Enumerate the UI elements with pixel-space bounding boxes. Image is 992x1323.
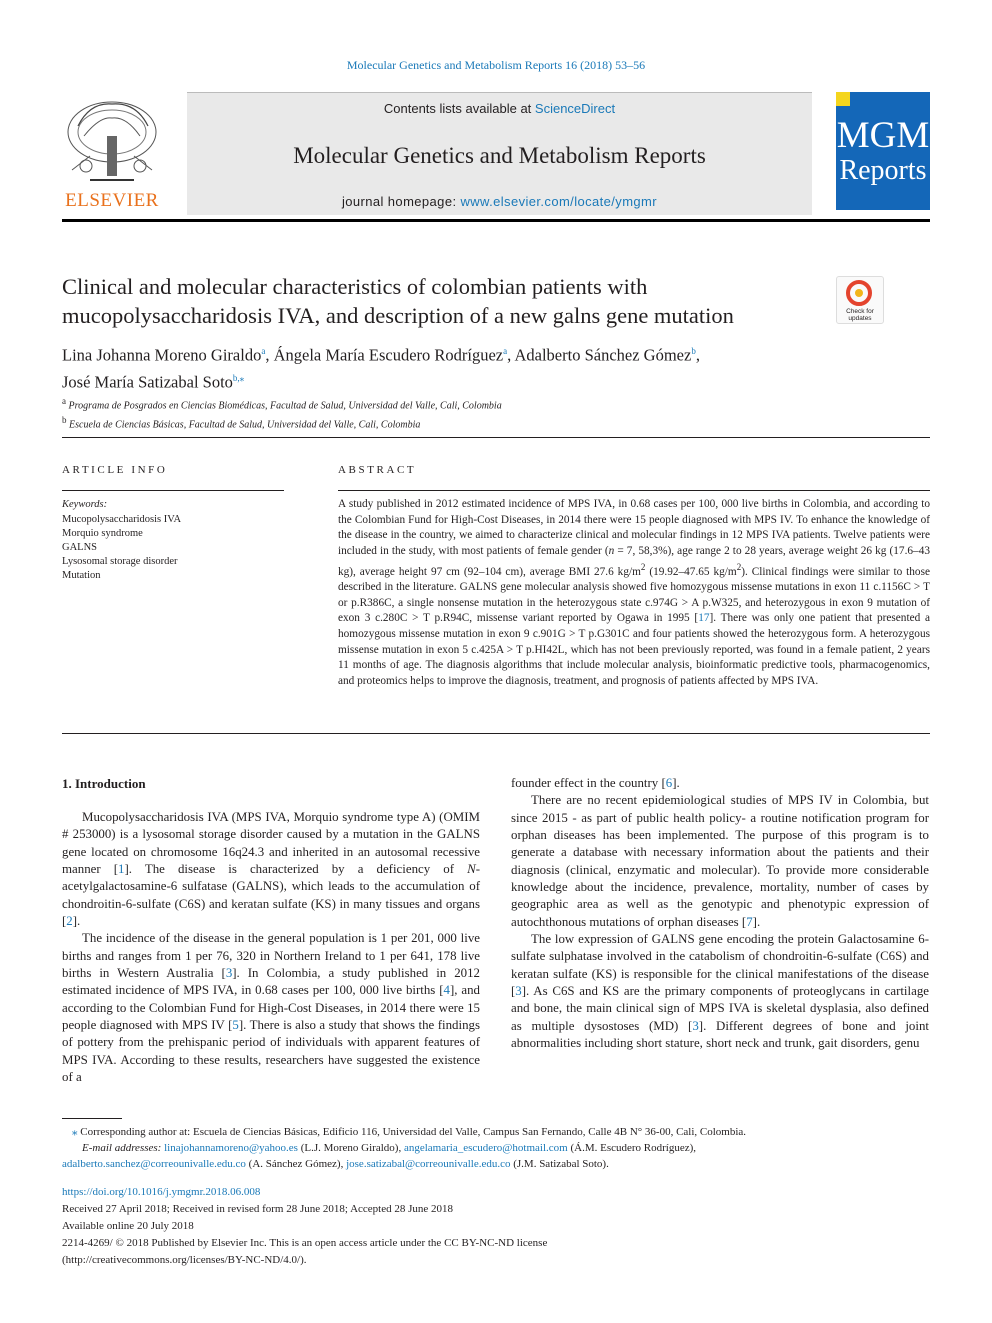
keywords-list — [62, 513, 181, 583]
email-label: E-mail addresses: — [82, 1142, 165, 1154]
citation-link[interactable]: 3 — [692, 1018, 699, 1033]
keyword-item: GALNS — [62, 542, 98, 553]
keyword-item: Mucopolysaccharidosis IVA — [62, 514, 182, 525]
doi-link[interactable]: https://doi.org/10.1016/j.ymgmr.2018.06.008 — [62, 1186, 261, 1198]
journal-header-box — [187, 92, 812, 215]
footnote-rule — [62, 1118, 122, 1119]
elsevier-tree-icon — [60, 96, 164, 188]
homepage-line — [187, 194, 812, 209]
body-paragraph: Mucopolysaccharidosis IVA (MPS IVA, Morquio syndrome type A) (OMIM # 253000) is a lysosomal storage disorder caused by a mutation in the GALNS gene located on chromosome 16q24.3 and inherited in an autosomal recessive manner [1]. The disease is characterized by a deficiency of N-acetylgalactosamine-6 sulfatase (GALNS), which leads to the accumulation of chondroitin-6-sulfate (C6S) and keratan sulfate (KS) in many tissues and organs [2]. — [62, 810, 480, 929]
cover-corner-icon — [836, 92, 850, 106]
body-column-right — [511, 775, 929, 1053]
section-rule — [62, 437, 930, 438]
keyword-item: Lysosomal storage disorder — [62, 556, 178, 567]
article-title: Clinical and molecular characteristics of colombian patients with mucopolysaccharidosis IVA, and description of a new galns gene mutation — [62, 274, 734, 328]
citation-link[interactable]: 3 — [515, 984, 522, 999]
elsevier-logo[interactable] — [60, 96, 164, 212]
cover-subtitle: Reports — [839, 155, 927, 186]
license-text: 2214-4269/ © 2018 Published by Elsevier Inc. This is an open access article under the CC BY-NC-ND license — [62, 1237, 548, 1249]
email-addresses-cont: adalberto.sanchez@correounivalle.edu.co (A. Sánchez Gómez), jose.satizabal@correounivalle.edu.co (J.M. Satizabal Soto). — [62, 1158, 609, 1170]
abstract-text: A study published in 2012 estimated incidence of MPS IVA, in 0.68 cases per 100, 000 live births in Colombia, and according to the Colombian Fund for High-Cost Diseases, in 2014 there were 15 people diagnosed with MPS IV. To enhance the knowledge of the disease in the country, we aimed to characterize clinical and molecular findings in 12 MPS IVA patients. Twelve patients were included in the study, with most patients of female gender (n = 7, 58,3%), age range 2 to 28 years, average weight 26 kg (17.6–43 kg), average height 97 cm (92–104 cm), average BMI 27.6 $kg/m^2$ (19.92–47.65 $kg/m^2$). Clinical findings were similar to those described in the literature. GALNS gene molecular analysis showed five homozygous missense mutations in exon 11 c.1156C > T or p.R386C, a single nonsense mutation in the heterozygous state c.974G > A p.W325, and heterozygous in exon 9 mutation of exon 3 c.280C > T p.R94C, missense variant reported by Ogawa in 1995 [17]. There was only one patient that presented a homozygous missense mutation in exon 9 c.901G > T p.G301C and four patients showed the heterozygous form. A heterozygous missense mutation in exon 5 c.425A > T p.HI42L, which has not been previously reported, was found in a female patient, 2 years 11 months of age. The diagnosis algorithms that include molecular analysis, bioinformatic predictive tools, pharmacogenomics, and proteomics helps to improve the diagnosis, treatment, and prognosis of patients affected by MPS IVA. — [338, 498, 930, 687]
header-rule — [62, 219, 930, 222]
abstract-heading: ABSTRACT — [338, 464, 417, 476]
citation-link[interactable]: 1 — [118, 862, 125, 877]
citation-link[interactable]: 6 — [665, 776, 673, 790]
affiliation-item — [62, 394, 922, 413]
author-affiliation-mark[interactable]: b — [691, 346, 696, 356]
affiliations — [62, 394, 922, 433]
affiliation-label: a — [62, 396, 66, 406]
author-separator: , — [265, 345, 274, 365]
author-separator: , — [695, 345, 700, 365]
check-updates-icon — [846, 280, 872, 306]
citation-link[interactable]: 5 — [232, 1018, 239, 1033]
keyword-item: Morquio syndrome — [62, 528, 143, 539]
check-updates-label: Check for updates — [846, 308, 874, 322]
author-affiliation-mark[interactable]: a — [261, 346, 266, 356]
body-column-left — [62, 809, 480, 1087]
check-for-updates-button[interactable] — [836, 276, 884, 324]
received-dates: Received 27 April 2018; Received in revised form 28 June 2018; Accepted 28 June 2018 — [62, 1203, 454, 1215]
affiliation-label: b — [62, 415, 67, 426]
section-heading: 1. Introduction — [62, 776, 146, 791]
citation-link[interactable]: 4 — [443, 983, 450, 998]
keyword-item: Mutation — [62, 570, 101, 581]
email-link[interactable]: linajohannamoreno@yahoo.es — [164, 1142, 298, 1154]
author-name[interactable]: Ángela María Escudero Rodríguez — [273, 345, 504, 365]
body-paragraph: founder effect in the country [6]. — [511, 776, 680, 790]
author-name[interactable]: Lina Johanna Moreno Giraldo — [62, 345, 262, 365]
cover-title: MGM — [836, 115, 930, 156]
corresponding-mark: ⁎ — [72, 1126, 78, 1138]
email-link[interactable]: adalberto.sanchez@correounivalle.edu.co — [62, 1158, 246, 1170]
contents-line — [187, 101, 812, 116]
author-affiliation-mark[interactable]: a — [503, 346, 508, 356]
affiliation-text: Escuela de Ciencias Básicas, Facultad de Salud, Universidad del Valle, Cali, Colombia — [69, 419, 421, 431]
online-date: Available online 20 July 2018 — [62, 1220, 194, 1232]
body-paragraph: The low expression of GALNS gene encoding the protein Galactosamine 6-sulfate sulphatase involved in the catabolism of chondroitin-6-sulfate (C6S) and keratan sulfate (KS) is responsible for the clinical manifestations of the disease [3]. As C6S and KS are the primary components of proteoglycans in cartilage and bone, the main clinical sign of MPS IVA is skeletal dysplasia, also defined as multiple dysostoses (MD) [3]. Different degrees of bone and joint abnormalities including short stature, short neck and trunk, gait disorders, genu — [511, 932, 929, 1051]
sciencedirect-link[interactable]: ScienceDirect — [534, 101, 616, 116]
author-list — [62, 340, 922, 393]
elsevier-wordmark: ELSEVIER — [65, 190, 159, 211]
footnotes — [62, 1124, 930, 1172]
journal-cover[interactable] — [836, 92, 930, 210]
abstract-rule — [338, 490, 930, 491]
author-affiliation-mark[interactable]: b,⁎ — [232, 372, 245, 383]
email-addresses: E-mail addresses: linajohannamoreno@yahoo.es (L.J. Moreno Giraldo), angelamaria_escudero@hotmail.com (Á.M. Escudero Rodríguez), — [82, 1142, 697, 1154]
author-separator: , — [507, 345, 515, 365]
citation-link[interactable]: 2 — [66, 914, 73, 929]
affiliation-item — [62, 413, 922, 432]
journal-name: Molecular Genetics and Metabolism Reports — [293, 143, 706, 168]
citation-link[interactable]: 17 — [698, 612, 710, 625]
keywords-label: Keywords: — [62, 499, 108, 510]
author-name[interactable]: José María Satizabal Soto — [62, 372, 233, 391]
article-info-rule — [62, 490, 284, 491]
homepage-prefix: journal homepage: — [341, 194, 461, 209]
citation-link[interactable]: 3 — [225, 966, 233, 981]
body-paragraph: There are no recent epidemiological studies of MPS IV in Colombia, but since 2015 - as part of public health policy- a routine notification program for orphan diseases has been implemented. The purpose of this program is to generate a database with necessary information about the patients and their diagnosis (clinical, enzymatic and molecular). To provide more considerable knowledge about the incidence, prevalence, mortality, number of cases by geographic area as well as the genotypic and phenotypic expression of autochthonous mutations of orphan diseases [7]. — [511, 793, 929, 929]
article-info-heading: ARTICLE INFO — [62, 464, 168, 476]
publication-info — [62, 1184, 930, 1269]
author-name[interactable]: Adalberto Sánchez Gómez — [514, 345, 692, 365]
body-paragraph: The incidence of the disease in the general population is 1 per 201, 000 live births and ranges from 1 per 76, 320 in Northern Ireland to 1 per 641, 178 live births in Western Australia [3]. In Colombia, a study published in 2012 estimated incidence of MPS IVA, in 0.68 cases per 100, 000 live births [4], and according to the Colombian Fund for High-Cost Diseases, in 2014 there were 15 people diagnosed with MPS IV [5]. There is also a study that shows the findings of pottery from the prehispanic period of individuals with apparent features of MPS IVA. According to these results, researchers have suggested the existence of a — [62, 931, 480, 1085]
email-link[interactable]: angelamaria_escudero@hotmail.com — [403, 1142, 568, 1154]
section-rule — [62, 733, 930, 734]
affiliation-text: Programa de Posgrados en Ciencias Biomédicas, Facultad de Salud, Universidad del Valle, Cali, Colombia — [68, 400, 502, 412]
email-link[interactable]: jose.satizabal@correounivalle.edu.co — [346, 1158, 511, 1170]
license-url[interactable]: (http://creativecommons.org/licenses/BY-NC-ND/4.0/). — [62, 1254, 307, 1266]
journal-homepage-link[interactable]: www.elsevier.com/locate/ymgmr — [460, 194, 658, 209]
citation-link[interactable]: 7 — [746, 914, 753, 929]
contents-prefix: Contents lists available at — [383, 101, 535, 116]
journal-citation[interactable]: Molecular Genetics and Metabolism Reports 16 (2018) 53–56 — [346, 58, 646, 72]
corresponding-author-note: ⁎ Corresponding author at: Escuela de Ciencias Básicas, Edificio 116, Universidad del Valle, Campus San Fernando, Calle 4B N° 36-00, Cali, Colombia. — [72, 1126, 747, 1138]
